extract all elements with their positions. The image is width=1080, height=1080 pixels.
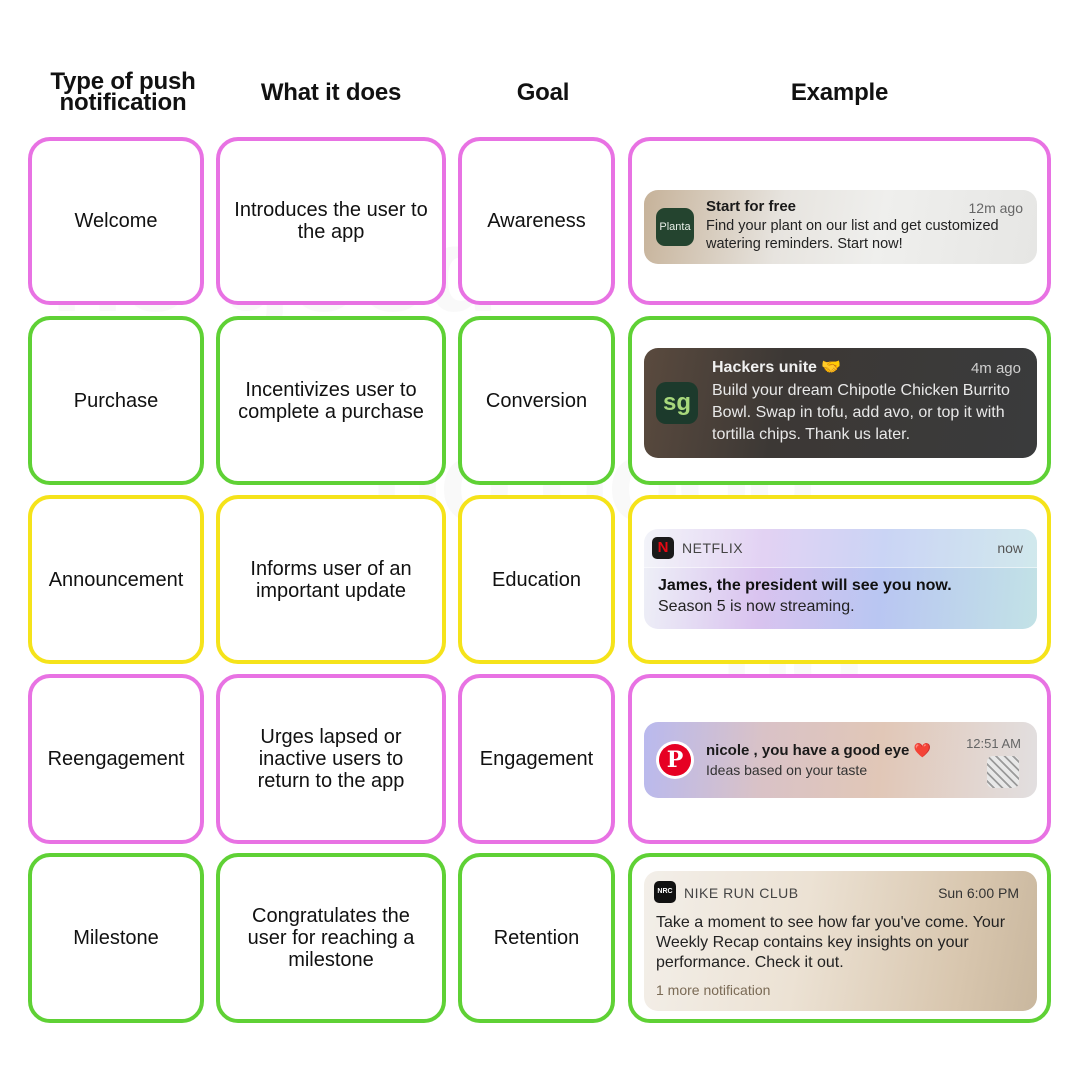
example-cell: [628, 316, 1051, 485]
example-cell: [628, 137, 1051, 305]
sweetgreen-app-icon: sg: [656, 382, 698, 424]
nike-run-club-app-icon: NRC: [654, 881, 676, 903]
what-label: Informs user of an important update: [250, 557, 412, 602]
notification-body: Take a moment to see how far you've come. Your Weekly Recap contains key insights on your performance. Check it out.: [656, 914, 1006, 971]
notification-time: 12m ago: [968, 200, 1023, 216]
notification-time: Sun 6:00 PM: [938, 885, 1019, 901]
what-cell: [216, 853, 446, 1023]
more-notifications-link[interactable]: 1 more notification: [656, 982, 771, 998]
type-label: Welcome: [74, 210, 158, 232]
pin-thumbnail-image: [987, 756, 1019, 788]
what-cell: [216, 316, 446, 485]
notification-body: Ideas based on your taste: [706, 762, 868, 778]
what-label: Incentivizes user to complete a purchase: [238, 378, 424, 423]
what-cell: [216, 674, 446, 844]
what-label: Urges lapsed or inactive users to return to the app: [257, 726, 405, 792]
goal-cell: [458, 674, 615, 844]
pinterest-logo-icon: P: [659, 744, 691, 776]
example-cell: [628, 495, 1051, 664]
notification-time: now: [997, 540, 1023, 556]
goal-label: Retention: [493, 927, 580, 949]
notification-time: 12:51 AM: [966, 736, 1021, 751]
type-cell: [28, 495, 204, 664]
goal-label: Awareness: [487, 210, 586, 232]
type-label: Purchase: [73, 389, 159, 412]
example-cell: [628, 674, 1051, 844]
notification-title: [706, 741, 931, 760]
header-example: Example: [790, 78, 889, 106]
what-cell: [216, 137, 446, 305]
example-cell: [628, 853, 1051, 1023]
type-label: Milestone: [73, 927, 159, 949]
type-label: Reengagement: [47, 748, 185, 770]
goal-cell: [458, 853, 615, 1023]
header-what-it-does: What it does: [260, 78, 402, 106]
type-cell: [28, 316, 204, 485]
notification-title: Hackers unite 🤝: [712, 359, 842, 376]
goal-cell: [458, 137, 615, 305]
sweetgreen-notification[interactable]: [644, 348, 1037, 458]
notification-body: Build your dream Chipotle Chicken Burrito Bowl. Swap in tofu, add avo, or top it with tortilla chips. Thank us later.: [712, 382, 1010, 443]
what-cell: [216, 495, 446, 664]
notification-app-name: NIKE RUN CLUB: [684, 885, 799, 901]
header-type: Type of push notification: [50, 68, 196, 116]
goal-cell: [458, 316, 615, 485]
header-goal: Goal: [516, 78, 570, 106]
planta-app-icon: Planta: [656, 208, 694, 246]
pinterest-app-icon: [656, 741, 694, 779]
nike-run-club-notification[interactable]: [644, 871, 1037, 1011]
netflix-app-icon: N: [652, 537, 674, 559]
type-cell: [28, 853, 204, 1023]
notification-time: 4m ago: [970, 360, 1021, 377]
heart-icon: ❤️: [913, 742, 932, 758]
notification-title: James, the president will see you now.: [658, 577, 952, 594]
goal-label: Conversion: [485, 389, 588, 412]
type-cell: [28, 137, 204, 305]
goal-label: Engagement: [479, 748, 594, 770]
goal-cell: [458, 495, 615, 664]
notification-title: Start for free: [706, 198, 797, 215]
planta-notification[interactable]: [644, 190, 1037, 264]
type-cell: [28, 674, 204, 844]
what-label: Introduces the user to the app: [234, 199, 428, 243]
type-label: Announcement: [48, 568, 184, 591]
notification-body: Season 5 is now streaming.: [658, 598, 855, 615]
notification-body: Find your plant on our list and get customized watering reminders. Start now!: [706, 218, 999, 252]
pinterest-notification[interactable]: [644, 722, 1037, 798]
netflix-notification[interactable]: [644, 529, 1037, 629]
notification-app-name: NETFLIX: [682, 540, 744, 556]
goal-label: Education: [492, 568, 581, 591]
what-label: Congratulates the user for reaching a milestone: [247, 905, 415, 971]
notification-title-text: nicole , you have a good eye: [706, 742, 910, 759]
